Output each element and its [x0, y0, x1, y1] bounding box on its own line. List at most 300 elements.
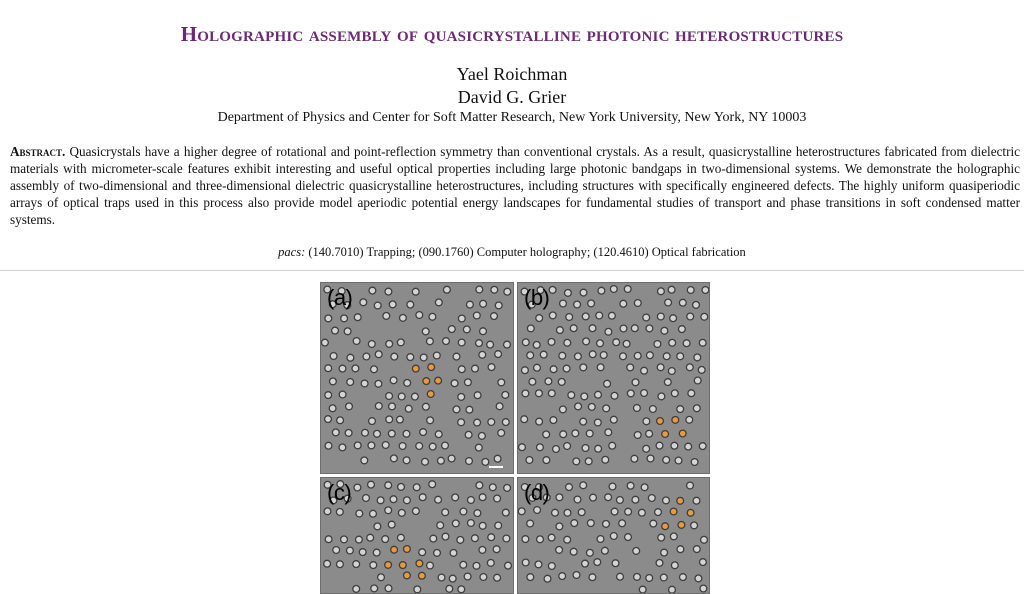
colloidal-particle [631, 455, 638, 462]
colloidal-particle [386, 341, 393, 348]
colloidal-particle [369, 418, 376, 425]
colloidal-particle [389, 301, 396, 308]
colloidal-particle [586, 430, 593, 437]
colloidal-particle [663, 497, 670, 504]
colloidal-particle [588, 300, 595, 307]
colloidal-particle [587, 549, 594, 556]
colloidal-particle [495, 522, 502, 529]
colloidal-particle [548, 534, 555, 541]
colloidal-particle [449, 575, 456, 582]
colloidal-particle [610, 533, 617, 540]
trapped-particle-highlight [416, 560, 423, 567]
colloidal-particle [332, 327, 339, 334]
colloidal-particle [353, 561, 360, 568]
colloidal-particle [631, 325, 638, 332]
paper-title: Holographic assembly of quasicrystalline photonic heterostructures [180, 22, 844, 46]
colloidal-particle [488, 364, 495, 371]
colloidal-particle [625, 534, 632, 541]
colloidal-particle [453, 406, 460, 413]
colloidal-particle [558, 379, 565, 386]
colloidal-particle [663, 353, 670, 360]
colloidal-particle [346, 403, 353, 410]
colloidal-particle [420, 354, 427, 361]
colloidal-particle [534, 364, 541, 371]
colloidal-particle [385, 482, 392, 489]
colloidal-particle [578, 509, 585, 516]
colloidal-particle [568, 392, 575, 399]
colloidal-particle [367, 534, 374, 541]
colloidal-particle [589, 574, 596, 581]
colloidal-particle [641, 484, 648, 491]
colloidal-particle [571, 520, 578, 527]
colloidal-particle [416, 443, 423, 450]
colloidal-particle [634, 352, 641, 359]
colloidal-particle [466, 458, 473, 465]
colloidal-particle [458, 339, 465, 346]
colloidal-particle [611, 392, 618, 399]
colloidal-particle [575, 403, 582, 410]
trapped-particle-highlight [662, 523, 669, 530]
colloidal-particle [505, 562, 512, 569]
colloidal-particle [458, 586, 465, 593]
colloidal-particle [336, 509, 343, 516]
colloidal-particle [398, 393, 405, 400]
colloidal-particle [527, 325, 534, 332]
trapped-particle-highlight [662, 431, 669, 438]
colloidal-particle [369, 287, 376, 294]
colloidal-particle [502, 392, 509, 399]
colloidal-particle [388, 521, 395, 528]
colloidal-particle [650, 520, 657, 527]
colloidal-particle [467, 301, 474, 308]
colloidal-particle [494, 495, 501, 502]
colloidal-particle [656, 442, 663, 449]
colloidal-particle [548, 563, 555, 570]
colloidal-particle [480, 574, 487, 581]
colloidal-particle [566, 484, 573, 491]
colloidal-particle [329, 405, 336, 412]
colloidal-particle [347, 547, 354, 554]
colloidal-particle [522, 536, 529, 543]
colloidal-particle [451, 380, 458, 387]
colloidal-particle [389, 403, 396, 410]
colloidal-particle [522, 339, 529, 346]
colloidal-particle [617, 573, 624, 580]
colloidal-particle [370, 510, 377, 517]
colloidal-particle [627, 364, 634, 371]
colloidal-particle [641, 367, 648, 374]
colloidal-particle [658, 288, 665, 295]
colloidal-particle [619, 520, 626, 527]
colloidal-particle [521, 416, 528, 423]
trapped-particle-highlight [672, 417, 679, 424]
trapped-particle-highlight [678, 522, 685, 529]
pacs-text: (140.7010) Trapping; (090.1760) Computer holography; (120.4610) Optical fabrication [305, 245, 746, 259]
colloidal-particle [661, 327, 668, 334]
colloidal-particle [488, 534, 495, 541]
colloidal-particle [646, 325, 653, 332]
colloidal-particle [639, 509, 646, 516]
colloidal-particle [398, 534, 405, 541]
colloidal-particle [698, 367, 705, 374]
colloidal-particle [325, 365, 332, 372]
colloidal-particle [363, 495, 370, 502]
colloidal-particle [390, 377, 397, 384]
trapped-particle-highlight [412, 365, 419, 372]
trapped-particle-highlight [385, 562, 392, 569]
colloidal-particle [435, 496, 442, 503]
trapped-particle-highlight [419, 572, 426, 579]
colloidal-particle [442, 533, 449, 540]
colloidal-particle [422, 328, 429, 335]
colloidal-particle [460, 561, 467, 568]
colloidal-particle [620, 325, 627, 332]
colloidal-particle [580, 364, 587, 371]
colloidal-particle [646, 575, 653, 582]
colloidal-particle [371, 366, 378, 373]
author-2: David G. Grier [457, 87, 567, 107]
colloidal-particle [422, 458, 429, 465]
colloidal-particle [657, 364, 664, 371]
colloidal-particle [324, 560, 331, 567]
colloidal-particle [399, 443, 406, 450]
colloidal-particle [603, 521, 610, 528]
colloidal-particle [641, 390, 648, 397]
colloidal-particle [354, 484, 361, 491]
colloidal-particle [625, 508, 632, 515]
colloidal-particle [574, 301, 581, 308]
colloidal-particle [668, 286, 675, 293]
colloidal-particle [693, 546, 700, 553]
colloidal-particle [693, 497, 700, 504]
colloidal-particle [522, 367, 529, 374]
colloidal-particle [543, 431, 550, 438]
colloidal-particle [472, 535, 479, 542]
colloidal-particle [429, 313, 436, 320]
trapped-particle-highlight [679, 430, 686, 437]
colloidal-particle [603, 405, 610, 412]
colloidal-particle [412, 288, 419, 295]
colloidal-particle [325, 315, 332, 322]
colloidal-particle [330, 353, 337, 360]
colloidal-particle [612, 560, 619, 567]
colloidal-particle [643, 418, 650, 425]
colloidal-particle [560, 406, 567, 413]
colloidal-particle [553, 446, 560, 453]
colloidal-particle [427, 417, 434, 424]
colloidal-particle [536, 390, 543, 397]
colloidal-particle [465, 379, 472, 386]
colloidal-particle [596, 312, 603, 319]
colloidal-particle [476, 482, 483, 489]
colloidal-particle [536, 315, 543, 322]
colloidal-particle [604, 380, 611, 387]
colloidal-particle [605, 494, 612, 501]
colloidal-particle [444, 286, 451, 293]
colloidal-particle [570, 548, 577, 555]
colloidal-particle [474, 510, 481, 517]
colloidal-particle [529, 378, 536, 385]
colloidal-particle [468, 497, 475, 504]
colloidal-particle [611, 508, 618, 515]
colloidal-particle [564, 536, 571, 543]
colloidal-particle [664, 379, 671, 386]
colloidal-particle [468, 520, 475, 527]
colloidal-particle [587, 520, 594, 527]
colloidal-particle [479, 433, 486, 440]
colloidal-particle [620, 353, 627, 360]
colloidal-particle [385, 585, 392, 592]
colloidal-particle [353, 586, 360, 593]
colloidal-particle [493, 546, 500, 553]
colloidal-particle [658, 534, 665, 541]
colloidal-particle [549, 287, 556, 294]
colloidal-particle [670, 533, 677, 540]
colloidal-particle [495, 302, 502, 309]
colloidal-particle [347, 379, 354, 386]
colloidal-particle [580, 418, 587, 425]
colloidal-particle [634, 405, 641, 412]
colloidal-particle [438, 457, 445, 464]
colloidal-particle [403, 430, 410, 437]
scale-bar [489, 466, 503, 468]
colloidal-particle [550, 366, 557, 373]
panel-label-a: (a) [327, 285, 353, 310]
figure-panel-c [320, 477, 514, 594]
colloidal-particle [398, 484, 405, 491]
colloidal-particle [382, 442, 389, 449]
colloidal-particle [435, 299, 442, 306]
colloidal-particle [448, 455, 455, 462]
colloidal-particle [487, 341, 494, 348]
colloidal-particle [504, 341, 511, 348]
colloidal-particle [556, 523, 563, 530]
affiliation: Department of Physics and Center for Soft Matter Research, New York University, New York, NY 10003 [217, 110, 807, 125]
colloidal-particle [337, 417, 344, 424]
colloidal-particle [559, 352, 566, 359]
colloidal-particle [413, 508, 420, 515]
colloidal-particle [620, 300, 627, 307]
colloidal-particle [655, 509, 662, 516]
colloidal-particle [549, 312, 556, 319]
colloidal-particle [344, 328, 351, 335]
colloidal-particle [589, 325, 596, 332]
colloidal-particle [680, 574, 687, 581]
colloidal-particle [550, 417, 557, 424]
colloidal-particle [488, 419, 495, 426]
trapped-particle-highlight [687, 509, 694, 516]
colloidal-particle [458, 366, 465, 373]
colloidal-particle [700, 559, 707, 566]
colloidal-particle [610, 416, 617, 423]
section-divider [0, 270, 1024, 271]
colloidal-particle [588, 404, 595, 411]
colloidal-particle [474, 392, 481, 399]
colloidal-particle [677, 353, 684, 360]
colloidal-particle [609, 442, 616, 449]
colloidal-particle [407, 354, 414, 361]
colloidal-particle [597, 364, 604, 371]
colloidal-particle [557, 327, 564, 334]
trapped-particle-highlight [435, 377, 442, 384]
colloidal-particle [498, 430, 505, 437]
panel-label-b: (b) [524, 285, 550, 310]
figure-panel-d [517, 477, 710, 594]
colloidal-particle [677, 406, 684, 413]
colloidal-particle [671, 390, 678, 397]
colloidal-particle [390, 496, 397, 503]
colloidal-particle [482, 459, 489, 466]
colloidal-particle [397, 339, 404, 346]
colloidal-particle [427, 338, 434, 345]
micrograph-b [518, 283, 709, 473]
colloidal-particle [643, 445, 650, 452]
trapped-particle-highlight [404, 546, 411, 553]
colloidal-particle [565, 290, 572, 297]
trapped-particle-highlight [404, 572, 411, 579]
colloidal-particle [429, 481, 436, 488]
colloidal-particle [548, 390, 555, 397]
colloidal-particle [679, 299, 686, 306]
colloidal-particle [354, 442, 361, 449]
colloidal-particle [686, 364, 693, 371]
colloidal-particle [383, 313, 390, 320]
colloidal-particle [589, 351, 596, 358]
colloidal-particle [627, 482, 634, 489]
colloidal-particle [648, 495, 655, 502]
colloidal-particle [572, 430, 579, 437]
colloidal-particle [502, 419, 509, 426]
colloidal-particle [527, 574, 534, 581]
colloidal-particle [595, 391, 602, 398]
colloidal-particle [526, 457, 533, 464]
trapped-particle-highlight [427, 391, 434, 398]
colloidal-particle [580, 482, 587, 489]
colloidal-particle [543, 457, 550, 464]
colloidal-particle [536, 418, 543, 425]
colloidal-particle [382, 536, 389, 543]
colloidal-particle [534, 507, 541, 514]
colloidal-particle [687, 482, 694, 489]
colloidal-particle [597, 536, 604, 543]
colloidal-particle [446, 585, 453, 592]
colloidal-particle [330, 378, 337, 385]
colloidal-particle [460, 508, 467, 515]
colloidal-particle [535, 561, 542, 568]
colloidal-particle [332, 429, 339, 436]
colloidal-particle [359, 549, 366, 556]
colloidal-particle [701, 536, 708, 543]
colloidal-particle [457, 537, 464, 544]
colloidal-particle [438, 574, 445, 581]
colloidal-particle [647, 352, 654, 359]
colloidal-particle [694, 354, 701, 361]
colloidal-particle [700, 585, 707, 592]
trapped-particle-highlight [670, 508, 677, 515]
colloidal-particle [647, 455, 654, 462]
colloidal-particle [491, 286, 498, 293]
colloidal-particle [522, 390, 529, 397]
colloidal-particle [386, 393, 393, 400]
colloidal-particle [675, 457, 682, 464]
colloidal-particle [540, 351, 547, 358]
colloidal-particle [685, 443, 692, 450]
colloidal-particle [527, 352, 534, 359]
colloidal-particle [686, 416, 693, 423]
colloidal-particle [443, 338, 450, 345]
colloidal-particle [495, 351, 502, 358]
colloidal-particle [370, 562, 377, 569]
colloidal-particle [661, 549, 668, 556]
colloidal-particle [566, 314, 573, 321]
colloidal-particle [363, 353, 370, 360]
panel-label-d: (d) [524, 480, 550, 505]
colloidal-particle [570, 325, 577, 332]
colloidal-particle [544, 575, 551, 582]
colloidal-particle [522, 559, 529, 566]
colloidal-particle [504, 288, 511, 295]
colloidal-particle [494, 455, 501, 462]
colloidal-particle [337, 561, 344, 568]
trapped-particle-highlight [657, 418, 664, 425]
colloidal-particle [476, 286, 483, 293]
colloidal-particle [671, 562, 678, 569]
trapped-particle-highlight [428, 364, 435, 371]
colloidal-particle [597, 340, 604, 347]
colloidal-particle [657, 313, 664, 320]
colloidal-particle [419, 549, 426, 556]
colloidal-particle [479, 494, 486, 501]
colloidal-particle [362, 429, 369, 436]
colloidal-particle [479, 351, 486, 358]
colloidal-particle [476, 340, 483, 347]
colloidal-particle [527, 520, 534, 527]
colloidal-particle [639, 586, 646, 593]
colloidal-particle [650, 406, 657, 413]
colloidal-particle [361, 457, 368, 464]
colloidal-particle [585, 458, 592, 465]
colloidal-particle [503, 535, 510, 542]
colloidal-particle [564, 339, 571, 346]
colloidal-particle [494, 574, 501, 581]
colloidal-particle [575, 353, 582, 360]
colloidal-particle [385, 288, 392, 295]
colloidal-particle [613, 339, 620, 346]
colloidal-particle [339, 391, 346, 398]
colloidal-particle [605, 429, 612, 436]
colloidal-particle [341, 315, 348, 322]
colloidal-particle [353, 338, 360, 345]
micrograph-a [321, 283, 513, 473]
colloidal-particle [325, 442, 332, 449]
colloidal-particle [502, 509, 509, 516]
colloidal-particle [583, 338, 590, 345]
colloidal-particle [683, 340, 690, 347]
colloidal-particle [430, 535, 437, 542]
colloidal-particle [573, 572, 580, 579]
colloidal-particle [694, 377, 701, 384]
colloidal-particle [377, 497, 384, 504]
colloidal-particle [574, 496, 581, 503]
colloidal-particle [419, 494, 426, 501]
colloidal-particle [360, 299, 367, 306]
colloidal-particle [671, 442, 678, 449]
trapped-particle-highlight [399, 562, 406, 569]
colloidal-particle [545, 378, 552, 385]
colloidal-particle [624, 286, 631, 293]
colloidal-particle [458, 394, 465, 401]
colloidal-particle [479, 522, 486, 529]
